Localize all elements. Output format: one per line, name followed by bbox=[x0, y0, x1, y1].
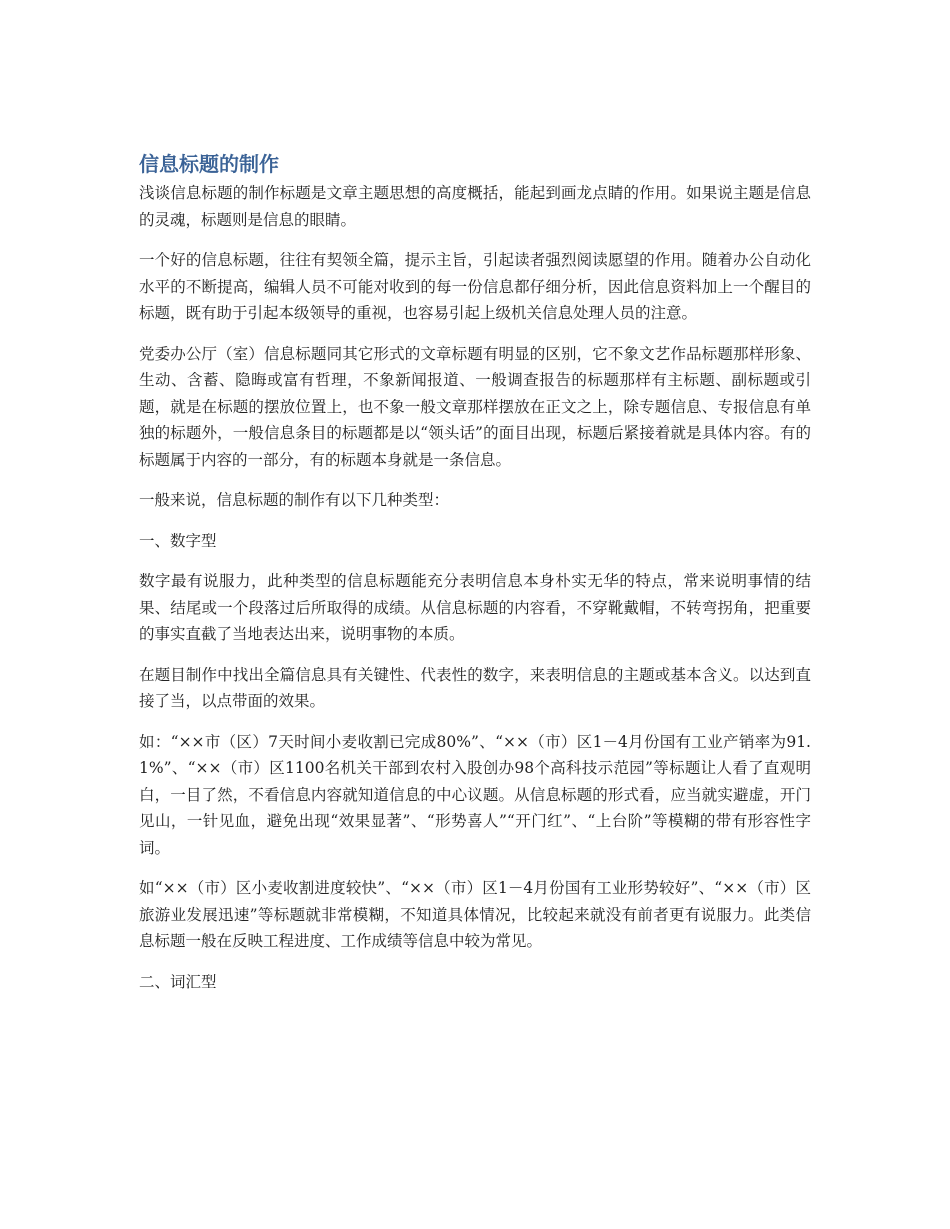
paragraph-vague-examples: 如“××（市）区小麦收割进度较快”、“××（市）区1－4月份国有工业形势较好”、“××（市）区旅游业发展迅速”等标题就非常模糊，不知道具体情况，比较起来就没有前者更有说服力。此类信息标题一般在反映工程进度、工作成绩等信息中较为常见。 bbox=[139, 879, 811, 950]
paragraph-good-title: 一个好的信息标题，往往有契领全篇，提示主旨，引起读者强烈阅读愿望的作用。随着办公自动化水平的不断提高，编辑人员不可能对收到的每一份信息都仔细分析，因此信息资料加上一个醒目的标题，既有助于引起本级领导的重视，也容易引起上级机关信息处理人员的注意。 bbox=[139, 251, 811, 322]
paragraph-numeric-desc: 数字最有说服力，此种类型的信息标题能充分表明信息本身朴实无华的特点，常来说明事情的结果、结尾或一个段落过后所取得的成绩。从信息标题的内容看，不穿靴戴帽，不转弯拐角，把重要的事实直截了当地表达出来，说明事物的本质。 bbox=[139, 572, 811, 643]
document-page bbox=[139, 150, 811, 1009]
paragraph-intro: 浅谈信息标题的制作标题是文章主题思想的高度概括，能起到画龙点睛的作用。如果说主题是信息的灵魂，标题则是信息的眼睛。 bbox=[139, 184, 811, 229]
paragraph-difference: 党委办公厅（室）信息标题同其它形式的文章标题有明显的区别，它不象文艺作品标题那样形象、生动、含蓄、隐晦或富有哲理，不象新闻报道、一般调查报告的标题那样有主标题、副标题或引题，就是在标题的摆放位置上，也不象一般文章那样摆放在正文之上，除专题信息、专报信息有单独的标题外，一般信息条目的标题都是以“领头话”的面目出现，标题后紧接着就是具体内容。有的标题属于内容的一部分，有的标题本身就是一条信息。 bbox=[139, 344, 811, 469]
paragraph-types-intro: 一般来说，信息标题的制作有以下几种类型： bbox=[139, 491, 450, 509]
section-heading-numeric: 一、数字型 bbox=[139, 531, 217, 550]
paragraph-numeric-method: 在题目制作中找出全篇信息具有关键性、代表性的数字，来表明信息的主题或基本含义。以达到直接了当，以点带面的效果。 bbox=[139, 665, 811, 710]
document-title: 信息标题的制作 bbox=[139, 152, 279, 176]
paragraph-numeric-examples: 如：“××市（区）7天时间小麦收割已完成80%”、“××（市）区1－4月份国有工业产销率为91.1%”、“××（市）区1100名机关干部到农村入股创办98个高科技示范园”等标题让人看了直观明白，一目了然，不看信息内容就知道信息的中心议题。从信息标题的形式看，应当就实避虚，开门见山，一针见血，避免出现“效果显著”、“形势喜人”“开门红”、“上台阶”等模糊的带有形容性字词。 bbox=[139, 732, 811, 857]
section-heading-vocabulary: 二、词汇型 bbox=[139, 972, 217, 991]
